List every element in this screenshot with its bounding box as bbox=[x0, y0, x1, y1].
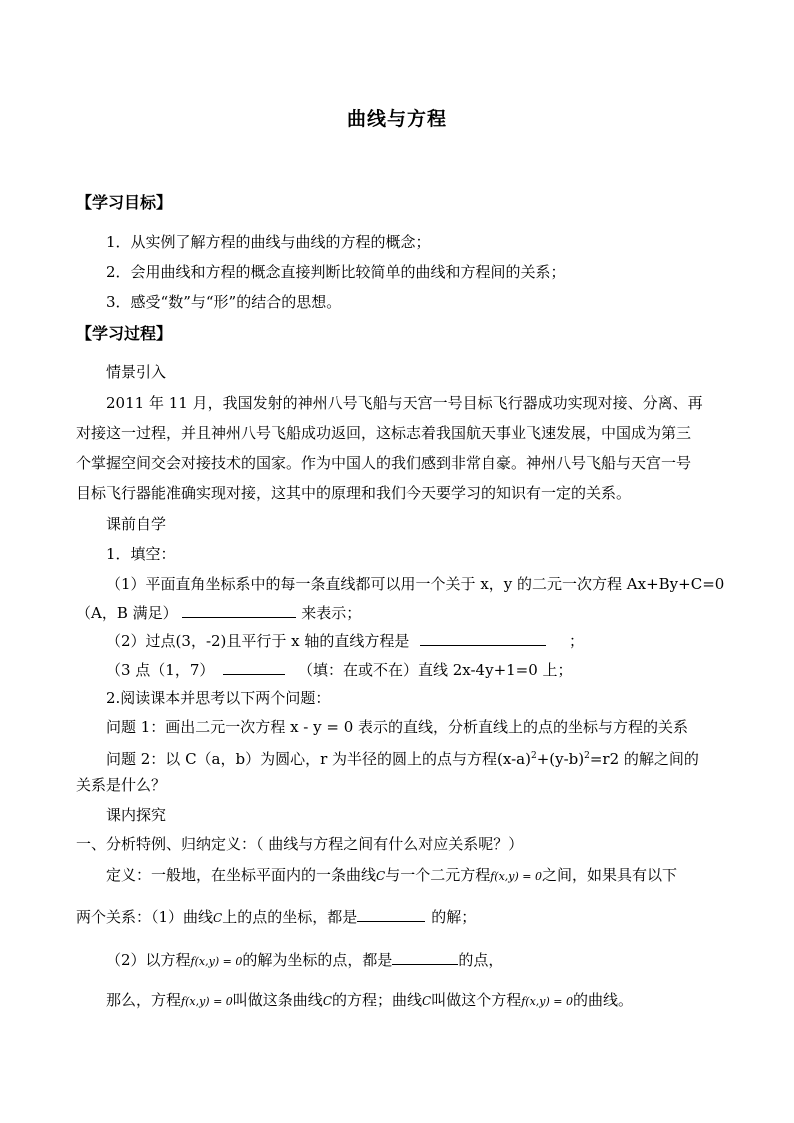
process-heading: 【学习过程】 bbox=[76, 324, 173, 343]
intro-line-4: 目标飞行器能准确实现对接，这其中的原理和我们今天要学习的知识有一定的关系。 bbox=[76, 484, 632, 502]
relation-1-text-c: 的解； bbox=[431, 908, 477, 926]
part-1-heading: 一、分析特例、归纳定义：（ 曲线与方程之间有什么对应关系呢？） bbox=[76, 835, 524, 853]
equation-symbol: f(x,y) = 0 bbox=[490, 870, 542, 883]
goals-heading: 【学习目标】 bbox=[76, 193, 173, 212]
problem-1: 问题 1：画出二元一次方程 x - y = 0 表示的直线，分析直线上的点的坐标与方程的关系 bbox=[106, 718, 689, 736]
equation-symbol-4: f(x,y) = 0 bbox=[521, 995, 573, 1008]
question-1b-prefix: （A，B 满足） bbox=[76, 604, 178, 622]
definition-text-c: 之间，如果具有以下 bbox=[542, 866, 678, 884]
conclusion-text-e: 的曲线。 bbox=[573, 991, 634, 1009]
question-3 bbox=[106, 659, 573, 680]
answer-blank-4[interactable] bbox=[357, 906, 425, 922]
explore-title: 课内探究 bbox=[106, 806, 167, 824]
intro-line-3: 个掌握空间交会对接技术的国家。作为中国人的我们感到非常自豪。神州八号飞船与天宫一号 bbox=[76, 454, 692, 472]
problem-2-middle: +(y-b) bbox=[536, 750, 585, 768]
definition-line bbox=[106, 865, 677, 887]
self-study-title: 课前自学 bbox=[106, 515, 167, 533]
definition-text-b: 与一个二元方程 bbox=[385, 866, 491, 884]
question-2 bbox=[106, 630, 584, 651]
conclusion-text-b: 叫做这条曲线 bbox=[232, 991, 323, 1009]
intro-title: 情景引入 bbox=[106, 363, 167, 381]
fill-title: 1．填空： bbox=[106, 545, 176, 563]
answer-blank-2[interactable] bbox=[420, 630, 546, 646]
goal-item-1: 1．从实例了解方程的曲线与曲线的方程的概念； bbox=[106, 233, 431, 251]
read-title: 2.阅读课本并思考以下两个问题： bbox=[106, 689, 331, 707]
conclusion-text-a: 那么，方程 bbox=[106, 991, 182, 1009]
relation-1-text-a: 两个关系：（1）曲线 bbox=[76, 908, 214, 926]
question-1a: （1）平面直角坐标系中的每一条直线都可以用一个关于 x，y 的二元一次方程 Ax+By+C=0 bbox=[106, 575, 725, 593]
problem-2-square-1: 2 bbox=[530, 751, 537, 761]
problem-2-square-2: 2 bbox=[584, 751, 590, 761]
relation-1 bbox=[76, 906, 476, 928]
problem-2-suffix: =r2 的解之间的 bbox=[589, 750, 699, 768]
question-2-prefix: （2）过点(3，-2)且平行于 x 轴的直线方程是 bbox=[106, 632, 410, 650]
equation-symbol-2: f(x,y) = 0 bbox=[190, 955, 243, 968]
question-3-suffix: （填：在或不在）直线 2x-4y+1=0 上； bbox=[297, 661, 573, 679]
equation-symbol-3: f(x,y) = 0 bbox=[181, 995, 233, 1008]
goal-item-3: 3．感受“数”与“形”的结合的思想。 bbox=[106, 293, 342, 311]
question-3-prefix: （3 点（1，7） bbox=[106, 661, 215, 679]
question-1b bbox=[76, 602, 361, 623]
definition-text-a: 定义：一般地，在坐标平面内的一条曲线 bbox=[106, 866, 377, 884]
conclusion-text-c: 的方程；曲线 bbox=[332, 991, 423, 1009]
intro-line-1: 2011 年 11 月，我国发射的神州八号飞船与天宫一号目标飞行器成功实现对接、分离、再 bbox=[106, 394, 703, 412]
curve-symbol: C bbox=[376, 869, 386, 883]
answer-blank-3[interactable] bbox=[223, 659, 285, 675]
problem-2-prefix: 问题 2：以 C（a，b）为圆心，r 为半径的圆上的点与方程(x-a) bbox=[106, 750, 531, 768]
curve-symbol-2: C bbox=[213, 911, 223, 925]
relation-2-text-a: （2）以方程 bbox=[106, 951, 191, 969]
relation-2 bbox=[106, 949, 503, 972]
question-1b-suffix: 来表示； bbox=[301, 604, 362, 622]
page-title: 曲线与方程 bbox=[346, 108, 447, 130]
problem-2-line-2: 关系是什么？ bbox=[76, 776, 167, 794]
relation-2-text-c: 的点， bbox=[458, 951, 504, 969]
answer-blank-1[interactable] bbox=[182, 602, 296, 618]
goal-item-2: 2．会用曲线和方程的概念直接判断比较简单的曲线和方程间的关系； bbox=[106, 263, 566, 281]
question-2-suffix: ； bbox=[568, 632, 584, 650]
conclusion-text-d: 叫做这个方程 bbox=[431, 991, 522, 1009]
answer-blank-5[interactable] bbox=[392, 949, 458, 965]
conclusion-line bbox=[106, 990, 633, 1012]
relation-1-text-b: 上的点的坐标，都是 bbox=[222, 908, 358, 926]
intro-line-2: 对接这一过程，并且神州八号飞船成功返回，这标志着我国航天事业飞速发展，中国成为第三 bbox=[76, 424, 692, 442]
curve-symbol-3: C bbox=[322, 994, 332, 1008]
relation-2-text-b: 的解为坐标的点，都是 bbox=[242, 951, 393, 969]
curve-symbol-4: C bbox=[422, 994, 432, 1008]
problem-2 bbox=[106, 746, 699, 769]
